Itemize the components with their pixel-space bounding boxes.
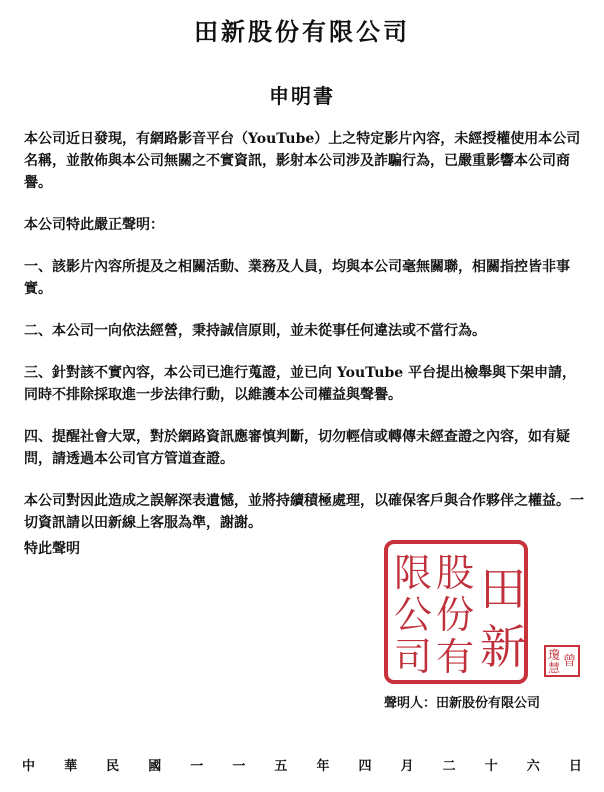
company-seal-stamp <box>384 540 528 684</box>
date-char: 中 <box>22 759 36 774</box>
seal-char: 瓊 <box>548 648 561 662</box>
apology-paragraph: 本公司對因此造成之誤解深表遺憾，並將持續積極處理，以確保客戶與合作夥伴之權益。一切資訊請以田新線上客服為準，謝謝。 <box>24 493 584 531</box>
seal-char: 新 <box>480 620 526 674</box>
statement-item-3: 三、針對該不實內容，本公司已進行蒐證，並已向 YouTube 平台提出檢舉與下架申請，同時不排除採取進一步法律行動，以維護本公司權益與聲譽。 <box>24 365 577 403</box>
seal-column-1 <box>394 552 432 678</box>
closing-remark: 特此聲明 <box>24 541 80 557</box>
seal-char: 有 <box>436 635 475 679</box>
date-char: 一 <box>232 759 246 774</box>
seal-char: 限 <box>394 551 433 595</box>
date-char: 六 <box>526 759 540 774</box>
statement-body <box>24 128 584 554</box>
date-char: 月 <box>400 759 414 774</box>
statement-item-1: 一、該影片內容所提及之相關活動、業務及人員，均與本公司毫無關聯，相關指控皆非事實。 <box>24 259 570 297</box>
date-char: 日 <box>568 759 582 774</box>
statement-item-4: 四、提醒社會大眾，對於網路資訊應審慎判斷，切勿輕信或轉傳未經查證之內容，如有疑問，請透過本公司官方管道查證。 <box>24 429 570 467</box>
personal-seal-left <box>548 649 560 675</box>
date-char: 一 <box>190 759 204 774</box>
date-char: 華 <box>64 759 78 774</box>
seal-char: 股 <box>436 551 475 595</box>
date-char: 五 <box>274 759 288 774</box>
seal-char: 司 <box>394 635 433 679</box>
intro-paragraph: 本公司近日發現，有網路影音平台（YouTube）上之特定影片內容，未經授權使用本公司名稱，並散佈與本公司無關之不實資訊，影射本公司涉及詐騙行為，已嚴重影響本公司商譽。 <box>24 131 581 191</box>
seal-char: 田 <box>480 562 526 616</box>
date-char: 十 <box>484 759 498 774</box>
date-char: 四 <box>358 759 372 774</box>
date-line <box>22 755 582 774</box>
seal-char: 公 <box>394 593 433 637</box>
declaration-lead: 本公司特此嚴正聲明： <box>24 217 164 233</box>
date-char: 民 <box>106 759 120 774</box>
personal-seal-right: 曾 <box>562 654 576 669</box>
date-char: 國 <box>148 759 162 774</box>
company-title: 田新股份有限公司 <box>194 17 410 46</box>
seal-column-3 <box>480 560 526 676</box>
personal-seal-stamp <box>544 645 580 677</box>
statement-item-2: 二、本公司一向依法經營，秉持誠信原則，並未從事任何違法或不當行為。 <box>24 323 486 339</box>
date-char: 年 <box>316 759 330 774</box>
document-title: 申明書 <box>269 84 335 108</box>
date-char: 二 <box>442 759 456 774</box>
signer-line: 聲明人：田新股份有限公司 <box>384 696 541 711</box>
seal-column-2 <box>436 552 474 678</box>
seal-char: 份 <box>436 593 475 637</box>
seal-char: 慧 <box>548 661 561 675</box>
